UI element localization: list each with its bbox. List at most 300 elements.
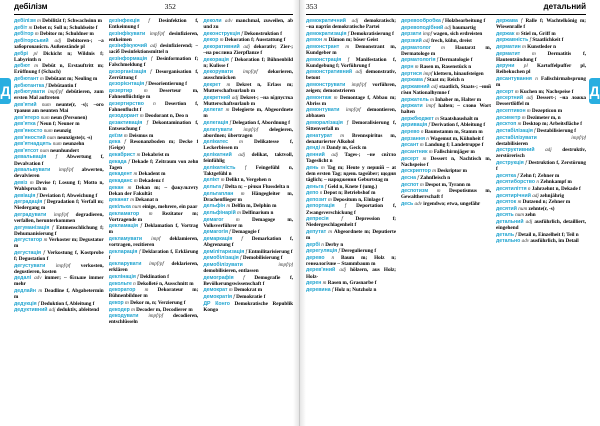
entry-translation: Dekadent m [138,171,166,178]
entry-part-of-speech: f [428,122,430,129]
entry-part-of-speech: m [333,94,338,101]
entry-headword: держбюджет [401,115,434,122]
entry-part-of-speech: impf/pf [53,211,69,218]
entry-headword: дерзання [401,135,425,142]
entry-headword: десерт [496,88,514,95]
right-page [300,0,600,426]
entry-headword: деклінація [108,274,136,281]
entry-part-of-speech: n [426,135,429,142]
entry-part-of-speech: f [139,248,141,255]
entry-translation: Abgeordnete m; Deputierte m [306,228,396,241]
dictionary-entry [496,121,586,127]
dictionary-entry [109,307,199,313]
entry-part-of-speech: f [140,223,142,230]
entry-part-of-speech: impf/pf [148,313,164,320]
dictionary-entry [14,167,104,179]
entry-part-of-speech: f [150,68,152,75]
entry-headword: дев'ятсот [14,147,39,154]
dictionary-entry [203,152,293,164]
entry-headword: десна [401,175,417,181]
entry-headword: демонтаж [306,94,332,101]
dictionary-entry [306,287,396,293]
entry-headword: делегація [203,120,229,127]
entry-part-of-speech: m [133,178,138,185]
entry-part-of-speech: m [522,43,526,50]
entry-headword: десерт [401,155,419,162]
entry-translation: Delegation f, Abordnung f [232,120,291,127]
entry-translation: demokratisch; ~на партія demokratische Partei [306,18,396,31]
entry-translation: Decoder m, Decodierer m [136,306,193,313]
entry-part-of-speech: adj [243,43,250,50]
dictionary-entry [109,88,199,100]
entry-part-of-speech: f [243,274,245,281]
entry-part-of-speech: impf/pf [149,261,164,268]
dictionary-entry [496,219,586,231]
entry-part-of-speech: impf/pf [345,107,361,114]
entry-headword: десятиборство [496,179,536,186]
entry-translation: Landung f; Landetruppe f [424,142,484,149]
entry-headword: декрет [203,82,221,89]
dictionary-entry [401,64,491,70]
entry-headword: деревообробка [401,18,441,24]
dictionary-entry [496,179,586,185]
entry-part-of-speech: adj [444,24,452,31]
entry-headword: дека [108,139,121,146]
entry-headword: дезертирство [108,100,144,107]
entry-headword: деканат [108,197,129,204]
dictionary-entry [496,193,586,199]
entry-part-of-speech: m [419,142,424,149]
entry-translation: Demontage f, Abbau m; Abriss m [306,94,396,107]
dictionary-entry [203,177,293,183]
entry-headword: делегувати [203,126,233,133]
entry-headword: дебрі [14,50,28,57]
entry-headword: дерматин [496,43,521,50]
entry-headword: дескриптор [401,168,431,175]
entry-part-of-speech: m [328,196,332,203]
entry-translation: Deklaration f, Erklärung f [108,248,199,261]
entry-headword: демаркація [203,236,233,243]
dictionary-entry [306,184,396,190]
entry-part-of-speech: n [321,241,324,248]
entry-part-of-speech: f [520,18,523,24]
entry-headword: декламація [108,223,139,230]
entry-translation: Demobilisierung f [242,255,283,262]
right-page-header [306,2,586,15]
entry-part-of-speech: n [420,129,424,136]
entry-headword: дерево [306,254,325,261]
entry-headword: держак [496,30,515,37]
entry-part-of-speech: m [514,88,519,95]
dictionary-entry [401,31,491,37]
entry-headword: десять [496,212,514,219]
dictionary-entry [203,249,293,255]
entry-translation: Destabilisierung f [536,127,576,134]
dictionary-entry [401,71,491,77]
entry-translation: Dutzend n; Zehner m [522,199,571,206]
dictionary-entry [496,173,586,179]
entry-translation: Derivation f, Ableitung f [431,122,486,129]
dictionary-entry [203,127,293,139]
entry-part-of-speech: adj [526,95,534,102]
entry-part-of-speech: f [338,248,340,255]
entry-part-of-speech: f [233,294,235,301]
dictionary-entry [203,294,293,300]
entry-translation: Demokrat m [233,287,263,294]
entry-translation: Zahnfleisch n [420,175,451,181]
entry-headword: демілітаризація [203,248,245,255]
entry-part-of-speech: m [240,190,245,197]
left-running-head: дебілізм [14,2,48,11]
dictionary-entry [109,197,199,203]
entry-headword: деградація [14,199,43,206]
entry-translation: Desinfektion f, Entkeimung f [108,18,199,31]
entry-headword: демократизація [306,30,347,37]
dictionary-entry [203,44,293,56]
entry-part-of-speech: f [37,300,40,307]
dictionary-entry [401,38,491,44]
entry-headword: декларувати [108,261,142,268]
dictionary-entry [306,248,396,254]
entry-translation: demonstrativ, betont [306,69,396,82]
entry-part-of-speech: m [143,88,148,95]
entry-headword: десятирічний [496,192,531,199]
entry-headword: деталь [496,231,515,238]
entry-part-of-speech: m [219,37,224,44]
entry-part-of-speech: f [341,216,343,223]
entry-headword: дерев'яний [306,267,336,274]
dictionary-entry [109,18,199,30]
entry-headword: демагогія [203,229,228,236]
entry-translation: Dekabrist m [141,152,170,159]
dictionary-entry [306,95,396,107]
entry-part-of-speech: m [28,24,33,31]
entry-part-of-speech: f [146,120,149,127]
entry-part-of-speech: m [226,203,231,210]
entry-part-of-speech: m [517,121,522,128]
entry-translation: Debitoren-; ~а заборгованість Außenstände pl [14,37,104,50]
entry-translation: Wagemut m, Kühnheit f [430,135,484,142]
dictionary-entry [401,103,491,115]
entry-headword: декларація [108,248,138,255]
entry-headword: дезорієнтація [108,81,145,88]
dictionary-entry [14,135,104,141]
entry-translation: Dermatologie f [439,57,473,64]
entry-translation: delikat, taktvoll, feinfühlig [203,152,293,165]
entry-part-of-speech: m [320,164,325,171]
entry-translation: immer; ~ більше immer mehr [14,275,104,288]
entry-part-of-speech: n [536,179,539,186]
entry-translation: Debütantin f [48,82,77,89]
entry-headword: делікатний [203,152,232,159]
dictionary-entry [109,223,199,235]
entry-part-of-speech: f [324,183,327,190]
entry-translation: deklamieren, vortragen, rezitieren [108,236,199,249]
entry-translation: Demoralisierung f, Sittenverfall m [306,120,396,133]
entry-translation: Abwertung f, Devalvation f [14,154,104,167]
entry-translation: Staatlichkeit f [532,37,564,44]
entry-translation: Staat m; Reich n [426,77,464,84]
entry-part-of-speech: impf [151,236,161,243]
entry-headword: дедуктивний [14,307,48,314]
entry-headword: делегат [203,107,224,114]
dictionary-entry [306,197,396,203]
entry-headword: дезінфікувати [108,30,146,37]
entry-part-of-speech: num [46,134,56,141]
dictionary-entry [14,301,104,307]
dictionary-entry [401,156,491,168]
entry-part-of-speech: f [43,249,45,256]
dictionary-entry [496,51,586,63]
entry-translation: hölzern, aus Holz; Holz- [306,267,396,280]
entry-headword: дегустатор [14,237,43,244]
entry-part-of-speech: adj [150,43,157,50]
entry-headword: дерматологія [401,57,436,64]
entry-translation: Despotismus m, Gewaltherrschaft f [401,188,491,201]
entry-part-of-speech: f [424,77,426,84]
entry-part-of-speech: m [127,184,132,191]
entry-headword: девіз [14,179,28,186]
entry-part-of-speech: impf/pf [149,30,165,37]
entry-translation: Tag m; Heute у першій ~ at dem ersten Tag; вдень tagsüber; щодня täglich; ~ народження Geburtstag m [306,164,396,183]
entry-headword: десктоп [496,121,517,128]
dictionary-entry [203,69,293,81]
dictionary-entry [496,160,586,172]
entry-translation: Neun f; Neuner m [39,121,80,128]
dictionary-entry [306,82,396,94]
entry-part-of-speech: m [321,145,326,152]
dictionary-entry [14,199,104,211]
entry-translation: halten; ~ слово Wort halten [401,103,491,116]
entry-part-of-speech: m [34,31,39,38]
entry-translation: Stiel m, Griff m [520,30,556,37]
entry-headword: дельтаплан [203,190,234,197]
entry-translation: degradieren, verfallen, herunterkommen [14,211,104,224]
entry-part-of-speech: impf/pf [48,89,63,96]
dictionary-entry [109,261,199,273]
entry-part-of-speech: m [420,181,424,188]
entry-part-of-speech: m [38,288,43,294]
entry-part-of-speech: num [132,204,142,211]
dictionary-entry [203,31,293,37]
dictionary-entry [401,188,491,200]
entry-translation: Deadline f, Abgabetermin m [14,288,104,301]
dictionary-entry [306,190,396,196]
entry-translation: Dekade f; Zeitraum von zehn Tagen [108,158,199,171]
right-columns [306,18,586,426]
entry-translation: Staatshaushalt m [440,115,479,122]
entry-headword: делікт [203,177,220,184]
dictionary-entry [203,275,293,287]
entry-part-of-speech: n [319,190,323,197]
entry-headword: ДР Конго [203,300,230,307]
entry-translation: zehn [525,212,536,219]
entry-headword: депресія [306,216,329,223]
entry-part-of-speech: f [331,286,334,293]
entry-headword: депортація [306,203,335,210]
dictionary-entry [14,18,104,24]
entry-part-of-speech: m [43,237,48,244]
entry-translation: Dezimeter m, n [526,114,561,121]
entry-part-of-speech: m [432,168,436,175]
entry-headword: депо [306,190,319,197]
entry-translation: Dermatitis f, Hautentzündung f [496,50,586,63]
dictionary-entry [14,63,104,75]
dictionary-entry [496,115,586,121]
entry-headword: дев'ятка [14,121,36,128]
dictionary-entry [14,89,104,101]
right-thumb-index-tab[interactable]: Д [589,78,600,104]
dictionary-entry [306,120,396,132]
entry-translation: ausführlich, detailliert, eingehend [496,219,586,232]
entry-headword: десятий [496,205,517,212]
entry-translation: Demagogie f [232,229,260,236]
entry-part-of-speech: f [229,120,232,127]
entry-headword: держатель [401,96,429,103]
dictionary-entry [306,280,396,286]
entry-part-of-speech: f [55,154,58,161]
entry-headword: депутат [306,228,327,235]
dictionary-entry [496,63,586,75]
dictionary-entry [306,37,396,43]
entry-translation: Dezepticon m [531,108,563,114]
entry-headword: дегустація [14,249,42,256]
entry-headword: дерзати [401,31,422,38]
entry-part-of-speech: f [222,184,224,191]
dictionary-entry [203,18,293,30]
dictionary-entry [401,122,491,128]
entry-translation: vorführen, zeigen; demonstrieren [306,82,396,95]
entry-headword: дерен [306,280,322,287]
entry-headword: демократ [203,287,228,294]
dictionary-entry [203,287,293,293]
entry-headword: десяток [496,199,517,206]
dictionary-entry [203,262,293,274]
dictionary-entry [14,212,104,224]
entry-translation: Desktop m; Arbeitsfläche f [522,121,582,128]
dictionary-entry [14,115,104,121]
entry-headword: детальний [496,219,524,226]
entry-translation: Delfinarium n [242,210,274,217]
dictionary-entry [203,165,293,177]
entry-translation: Jahrzehnt n, Dekade f [531,185,581,192]
entry-part-of-speech: f [245,248,248,255]
entry-part-of-speech: f [36,192,39,199]
entry-headword: демонстративний [306,69,353,76]
dictionary-entry [203,120,293,126]
entry-translation: Rasen m, Rasenstück n [419,63,472,70]
entry-part-of-speech: f [241,30,243,37]
entry-translation: neunzigste(r, -s) [57,134,93,141]
entry-translation: decodieren, entschlüsseln [108,313,199,326]
entry-translation: Devise f; Losung f; Motto n, Wahlspruch m [14,179,104,192]
entry-headword: держава [401,77,423,84]
entry-headword: демократія [203,294,233,301]
entry-translation: Debitor m; Schuldner m [39,31,94,38]
dictionary-entry [496,76,586,88]
entry-part-of-speech: m [136,152,141,159]
entry-headword: дертися [401,70,422,77]
entry-headword: декодер [108,306,130,313]
entry-headword: демагог [203,216,224,223]
entry-headword: десертний [496,95,524,102]
dictionary-entry [401,97,491,103]
dictionary-entry [401,45,491,57]
dictionary-entry [109,81,199,87]
dictionary-entry [203,139,293,151]
dictionary-entry [14,38,104,50]
entry-headword: десант [401,142,419,149]
entry-part-of-speech: num [515,212,524,219]
entry-part-of-speech: f [529,37,532,44]
entry-translation: Demagoge m, Volksverführer m [203,216,293,229]
entry-headword: десантник [401,149,428,156]
entry-translation: Deviation f; Abweichung f [39,192,98,199]
entry-part-of-speech: adv [521,238,530,245]
entry-part-of-speech: f [45,82,47,89]
gutter-shadow-left [293,0,299,426]
entry-part-of-speech: m [130,197,134,204]
entry-headword: декламатор [108,210,140,217]
entry-part-of-speech: m [34,63,38,70]
entry-headword: дельфінарій [203,210,236,217]
entry-part-of-speech: m [220,177,225,184]
entry-part-of-speech: f [244,164,247,171]
entry-translation: zehnjährig [540,192,565,199]
entry-translation: Dekor m, n; Verzierung f [130,300,186,307]
dictionary-entry [109,211,199,223]
entry-headword: деревина [306,286,331,293]
entry-translation: Dekoration f; Ausstattung f [224,37,286,44]
dictionary-entry [109,101,199,113]
dictionary-entry [401,129,491,135]
entry-headword: делікатес [203,139,228,146]
dictionary-entry [496,44,586,50]
entry-part-of-speech: num [41,101,51,108]
entry-translation: Demografie f, Bevölkerungswissenschaft f [203,274,293,287]
dictionary-entry [496,199,586,205]
entry-translation: debütieren, zum ersten Mal auftreten [14,89,104,102]
entry-translation: Baumstamm m, Stamm m [424,129,483,136]
entry-headword: дебют [14,63,31,70]
entry-part-of-speech: m [526,108,531,114]
dictionary-entry [14,180,104,192]
dictionary-entry [401,25,491,31]
entry-headword: декорувати [203,69,233,76]
entry-translation: Deskriptor m [437,168,467,175]
entry-translation: dekorativ; Zier-; ~на рослина Zierpflanze f [203,43,293,57]
entry-translation: Geld n, Knete f (umg.) [327,183,378,190]
dictionary-entry [109,152,199,158]
dictionary-entry [306,107,396,119]
dictionary-entry [109,139,199,151]
entry-headword: деривація [401,122,428,129]
entry-part-of-speech: n [153,100,156,107]
dictionary-entry [14,148,104,154]
dictionary-entry [496,31,586,37]
dictionary-entry [203,191,293,203]
left-thumb-index-tab[interactable]: Д [0,78,11,104]
entry-translation: Feingefühl n, Taktgefühl n [203,164,293,177]
entry-part-of-speech: pl [523,63,528,70]
entry-headword: деконструкція [203,30,241,37]
entry-translation: Delikt n, Vergehen n [225,177,271,184]
dictionary-entry [109,274,199,280]
dictionary-entry [14,154,104,166]
entry-translation: Debilität f; Schwachsinn m [42,18,102,24]
dictionary-entry [203,301,293,313]
entry-translation: Despot m, Tyrann m [425,181,471,188]
